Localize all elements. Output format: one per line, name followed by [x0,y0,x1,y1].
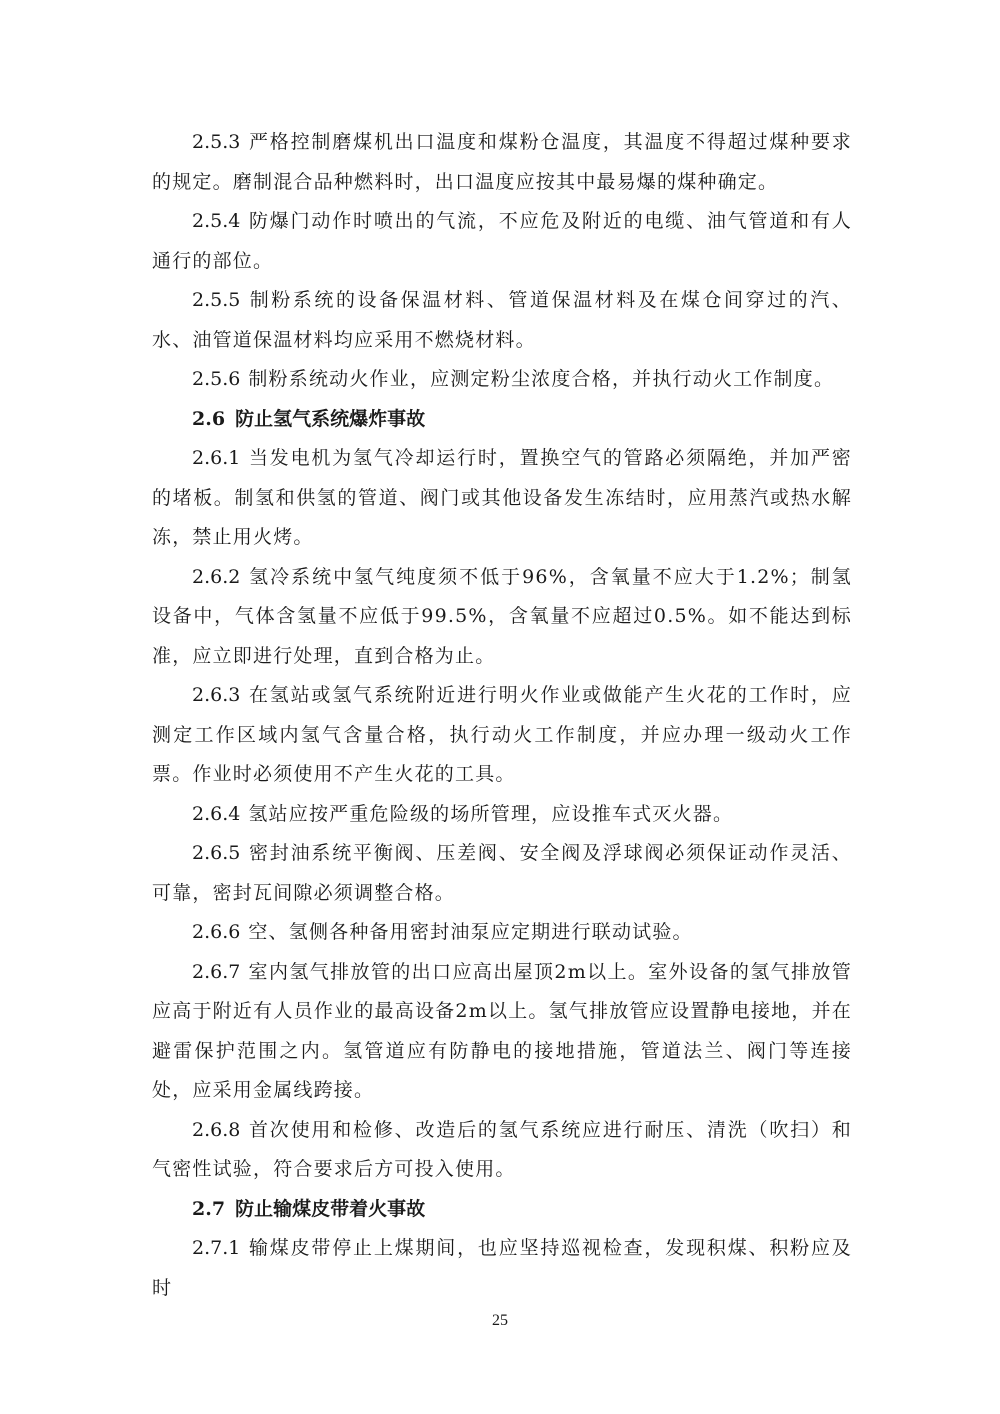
section-heading-2-7 [152,1190,852,1230]
clause-2-6-7 [152,953,852,1111]
section-title: 防止氢气系统爆炸事故 [235,407,426,430]
section-title: 防止输煤皮带着火事故 [235,1197,426,1220]
clause-2-5-5 [152,281,852,360]
clause-2-6-8 [152,1111,852,1190]
clause-text: 氢站应按严重危险级的场所管理，应设推车式灭火器。 [248,802,734,825]
clause-2-6-5 [152,834,852,913]
clause-number: 2.7.1 [192,1237,241,1259]
clause-2-7-1 [152,1229,852,1308]
clause-number: 2.6.6 [192,921,241,943]
clause-text: 防爆门动作时喷出的气流，不应危及附近的电缆、油气管道和有人通行的部位。 [152,210,852,272]
clause-2-5-6 [152,360,852,400]
clause-2-6-1 [152,439,852,558]
clause-2-6-3 [152,676,852,795]
clause-2-5-4 [152,202,852,281]
clause-text: 密封油系统平衡阀、压差阀、安全阀及浮球阀必须保证动作灵活、可靠，密封瓦间隙必须调整合格。 [152,842,852,904]
clause-number: 2.6.5 [192,842,241,864]
section-number: 2.7 [192,1197,226,1220]
clause-2-6-6 [152,913,852,953]
clause-number: 2.6.7 [192,960,241,983]
clause-text: 严格控制磨煤机出口温度和煤粉仓温度，其温度不得超过煤种要求的规定。磨制混合品种燃料时，出口温度应按其中最易爆的煤种确定。 [152,131,852,193]
clause-text: 输煤皮带停止上煤期间，也应坚持巡视检查，发现积煤、积粉应及时 [152,1237,852,1299]
clause-number: 2.6.2 [192,565,241,588]
clause-number: 2.6.4 [192,802,241,825]
clause-2-5-3 [152,123,852,202]
clause-text: 氢冷系统中氢气纯度须不低于96%，含氧量不应大于1.2%；制氢设备中，气体含氢量不应低于99.5%，含氧量不应超过0.5%。如不能达到标准，应立即进行处理，直到合格为止。 [152,565,852,667]
clause-text: 在氢站或氢气系统附近进行明火作业或做能产生火花的工作时，应测定工作区域内氢气含量合格，执行动火工作制度，并应办理一级动火工作票。作业时必须使用不产生火花的工具。 [152,684,852,785]
clause-number: 2.5.6 [192,368,241,390]
clause-text: 制粉系统动火作业，应测定粉尘浓度合格，并执行动火工作制度。 [248,368,835,390]
clause-text: 空、氢侧各种备用密封油泵应定期进行联动试验。 [248,921,693,943]
clause-number: 2.5.5 [192,289,241,311]
clause-text: 首次使用和检修、改造后的氢气系统应进行耐压、清洗（吹扫）和气密性试验，符合要求后方可投入使用。 [152,1118,852,1180]
section-heading-2-6 [152,400,852,440]
clause-number: 2.5.3 [192,131,241,153]
document-body [152,123,852,1308]
clause-text: 制粉系统的设备保温材料、管道保温材料及在煤仓间穿过的汽、水、油管道保温材料均应采用不燃烧材料。 [152,289,852,351]
clause-text: 当发电机为氢气冷却运行时，置换空气的管路必须隔绝，并加严密的堵板。制氢和供氢的管道、阀门或其他设备发生冻结时，应用蒸汽或热水解冻，禁止用火烤。 [152,447,852,548]
clause-2-6-4 [152,795,852,835]
clause-number: 2.5.4 [192,210,241,232]
clause-2-6-2 [152,558,852,677]
section-number: 2.6 [192,407,226,430]
page-number: 25 [492,1312,508,1329]
clause-text: 室内氢气排放管的出口应高出屋顶2m以上。室外设备的氢气排放管应高于附近有人员作业的最高设备2m以上。氢气排放管应设置静电接地，并在避雷保护范围之内。氢管道应有防静电的接地措施，管道法兰、阀门等连接处，应采用金属线跨接。 [152,960,852,1101]
clause-number: 2.6.8 [192,1118,241,1141]
clause-number: 2.6.3 [192,684,241,706]
clause-number: 2.6.1 [192,447,241,469]
